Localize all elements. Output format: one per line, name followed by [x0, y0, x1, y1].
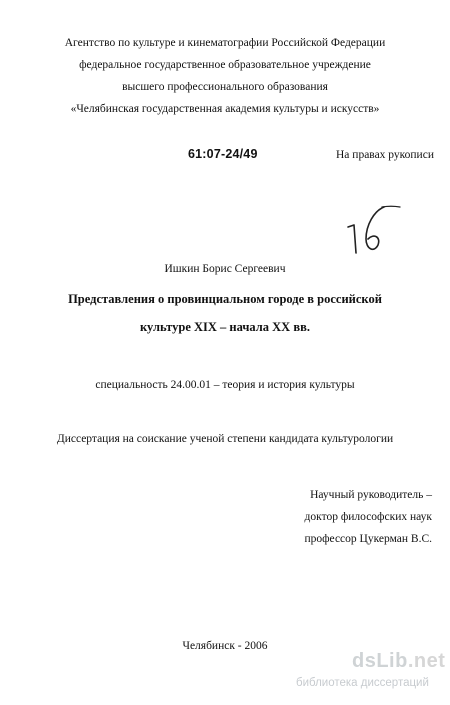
watermark-logo — [352, 650, 445, 673]
author-name: Ишкин Борис Сергеевич — [164, 263, 286, 275]
handwritten-number — [344, 201, 406, 257]
supervisor-degree: доктор философских наук — [304, 511, 432, 523]
registry-code: 61:07-24/49 — [188, 147, 258, 161]
header-education-level: высшего профессионального образования — [122, 81, 328, 93]
header-agency: Агентство по культуре и кинематографии Российской Федерации — [64, 37, 386, 49]
watermark-subtitle: библиотека диссертаций — [296, 677, 429, 689]
degree-statement: Диссертация на соискание ученой степени кандидата культурологии — [56, 433, 394, 445]
place-year: Челябинск - 2006 — [182, 640, 268, 652]
supervisor-label: Научный руководитель – — [310, 489, 432, 501]
watermark-logo-main: dsLib — [352, 650, 408, 672]
supervisor-name: профессор Цукерман В.С. — [304, 533, 432, 545]
specialty: специальность 24.00.01 – теория и история культуры — [95, 379, 355, 391]
manuscript-rights: На правах рукописи — [336, 149, 434, 161]
dslib-watermark — [296, 650, 446, 698]
dissertation-title-line1: Представления о провинциальном городе в российской — [68, 292, 382, 306]
watermark-logo-tld: .net — [407, 650, 446, 672]
header-institution-type: федеральное государственное образовательное учреждение — [79, 59, 371, 71]
dissertation-title-line2: культуре XIX – начала XX вв. — [140, 320, 310, 334]
header-academy-name: «Челябинская государственная академия культуры и искусств» — [70, 103, 380, 115]
